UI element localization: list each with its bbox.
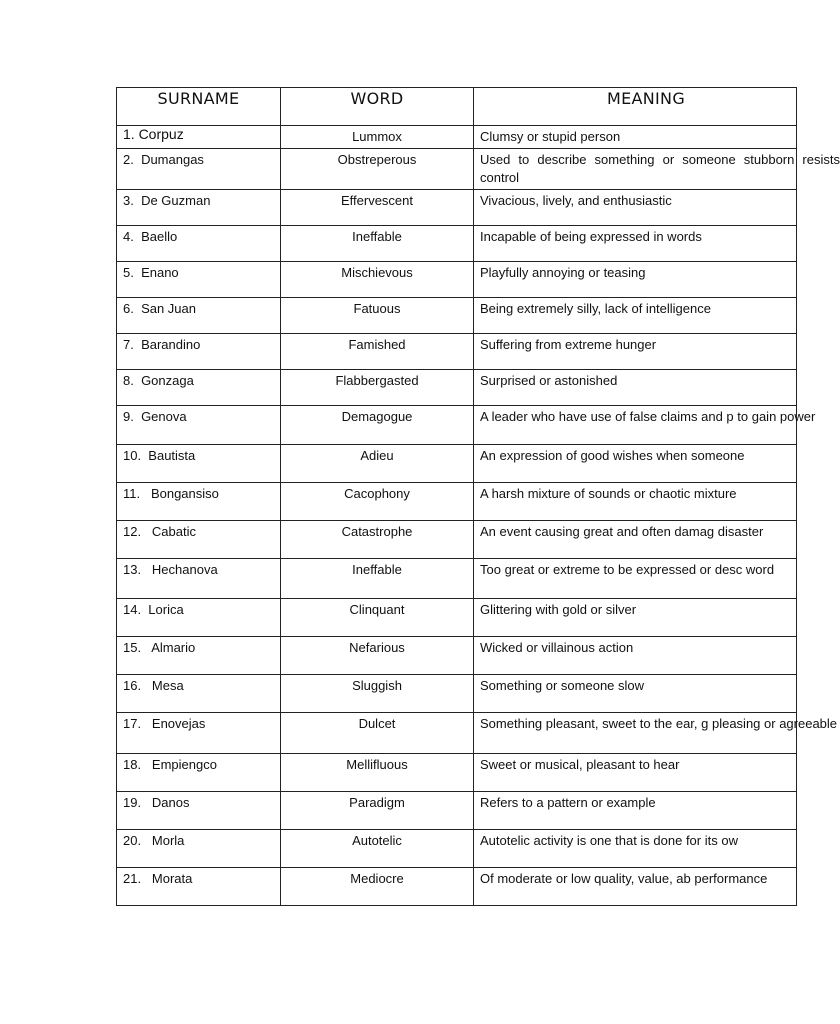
meaning-cell — [474, 713, 838, 754]
table-row — [117, 675, 797, 713]
word-cell: Adieu — [281, 445, 474, 483]
table-header-row — [117, 88, 797, 126]
table-row — [117, 599, 797, 637]
meaning-text: A leader who have use of false claims and p to gain power — [480, 409, 816, 424]
surname-cell: 10. Bautista — [117, 445, 281, 483]
surname-cell: 6. San Juan — [117, 298, 281, 334]
meaning-cell — [474, 675, 797, 713]
word-cell: Effervescent — [281, 190, 474, 226]
table-row — [117, 406, 797, 445]
surname-cell: 2. Dumangas — [117, 149, 281, 190]
meaning-text: Sweet or musical, pleasant to hear — [480, 757, 680, 772]
surname-cell: 21. Morata — [117, 868, 281, 906]
word-cell: Ineffable — [281, 226, 474, 262]
word-cell: Clinquant — [281, 599, 474, 637]
word-cell: Ineffable — [281, 559, 474, 599]
meaning-text: Glittering with gold or silver — [480, 602, 637, 617]
meaning-text: An event causing great and often damag disaster — [480, 524, 764, 539]
word-cell: Lummox — [281, 126, 474, 149]
word-cell: Catastrophe — [281, 521, 474, 559]
meaning-cell — [474, 521, 797, 559]
meaning-text: Something or someone slow — [480, 678, 645, 693]
meaning-cell — [474, 599, 797, 637]
meaning-cell — [474, 334, 797, 370]
surname-cell: 9. Genova — [117, 406, 281, 445]
surname-cell: 8. Gonzaga — [117, 370, 281, 406]
surname-cell: 16. Mesa — [117, 675, 281, 713]
word-cell: Dulcet — [281, 713, 474, 754]
surname-cell: 4. Baello — [117, 226, 281, 262]
surname-cell: 18. Empiengco — [117, 754, 281, 792]
word-cell: Cacophony — [281, 483, 474, 521]
meaning-cell — [474, 190, 797, 226]
meaning-cell — [474, 792, 797, 830]
table-row — [117, 190, 797, 226]
table-row — [117, 262, 797, 298]
surname-cell: 17. Enovejas — [117, 713, 281, 754]
meaning-text: Clumsy or stupid person — [480, 129, 621, 144]
table-row — [117, 713, 797, 754]
word-cell: Mischievous — [281, 262, 474, 298]
meaning-cell — [474, 370, 797, 406]
word-cell: Mellifluous — [281, 754, 474, 792]
surname-cell: 15. Almario — [117, 637, 281, 675]
meaning-cell — [474, 483, 797, 521]
word-cell: Obstreperous — [281, 149, 474, 190]
meaning-cell — [474, 406, 816, 445]
table-row — [117, 830, 797, 868]
word-cell: Fatuous — [281, 298, 474, 334]
word-cell: Demagogue — [281, 406, 474, 445]
table-row — [117, 298, 797, 334]
table-row — [117, 334, 797, 370]
header-surname: SURNAME — [117, 88, 281, 126]
meaning-text: A harsh mixture of sounds or chaotic mixture — [480, 486, 737, 501]
header-meaning: MEANING — [474, 88, 797, 126]
header-word: WORD — [281, 88, 474, 126]
meaning-text: Suffering from extreme hunger — [480, 337, 657, 352]
meaning-text: Vivacious, lively, and enthusiastic — [480, 193, 672, 208]
surname-cell: 14. Lorica — [117, 599, 281, 637]
surname-cell: 3. De Guzman — [117, 190, 281, 226]
word-cell: Autotelic — [281, 830, 474, 868]
meaning-cell — [474, 298, 797, 334]
meaning-text: Too great or extreme to be expressed or desc word — [480, 562, 775, 577]
meaning-cell — [474, 754, 797, 792]
meaning-cell — [474, 868, 797, 906]
meaning-cell — [474, 149, 840, 190]
meaning-text: An expression of good wishes when someone — [480, 448, 745, 463]
surname-cell: 5. Enano — [117, 262, 281, 298]
table-row — [117, 521, 797, 559]
table-row — [117, 445, 797, 483]
table-row — [117, 483, 797, 521]
meaning-cell — [474, 637, 797, 675]
meaning-cell — [474, 445, 797, 483]
surname-cell: 12. Cabatic — [117, 521, 281, 559]
table-body — [117, 126, 840, 906]
meaning-text: Incapable of being expressed in words — [480, 229, 702, 244]
surname-cell: 7. Barandino — [117, 334, 281, 370]
vocabulary-table — [116, 87, 840, 906]
meaning-text: Used to describe something or someone stubborn resists control — [480, 152, 840, 185]
table-row — [117, 754, 797, 792]
table-row — [117, 637, 797, 675]
table-row — [117, 559, 797, 599]
meaning-cell — [474, 226, 797, 262]
table-row — [117, 149, 797, 190]
word-cell: Flabbergasted — [281, 370, 474, 406]
meaning-text: Playfully annoying or teasing — [480, 265, 646, 280]
meaning-text: Wicked or villainous action — [480, 640, 634, 655]
meaning-text: Refers to a pattern or example — [480, 795, 656, 810]
word-cell: Nefarious — [281, 637, 474, 675]
surname-cell: 13. Hechanova — [117, 559, 281, 599]
surname-cell: 19. Danos — [117, 792, 281, 830]
table-row — [117, 792, 797, 830]
word-cell: Sluggish — [281, 675, 474, 713]
table-row — [117, 370, 797, 406]
meaning-cell — [474, 262, 797, 298]
word-cell: Paradigm — [281, 792, 474, 830]
meaning-text: Being extremely silly, lack of intelligence — [480, 301, 711, 316]
meaning-cell — [474, 126, 797, 149]
meaning-text: Autotelic activity is one that is done for its ow — [480, 833, 738, 848]
meaning-cell — [474, 830, 797, 868]
meaning-text: Something pleasant, sweet to the ear, g pleasing or agreeable — [480, 716, 838, 731]
meaning-cell — [474, 559, 797, 599]
meaning-text: Of moderate or low quality, value, ab performance — [480, 871, 768, 886]
surname-cell: 1. Corpuz — [117, 126, 281, 149]
surname-cell: 11. Bongansiso — [117, 483, 281, 521]
table-row — [117, 126, 797, 149]
table-row — [117, 868, 797, 906]
word-cell: Mediocre — [281, 868, 474, 906]
surname-cell: 20. Morla — [117, 830, 281, 868]
word-cell: Famished — [281, 334, 474, 370]
meaning-text: Surprised or astonished — [480, 373, 618, 388]
table-row — [117, 226, 797, 262]
